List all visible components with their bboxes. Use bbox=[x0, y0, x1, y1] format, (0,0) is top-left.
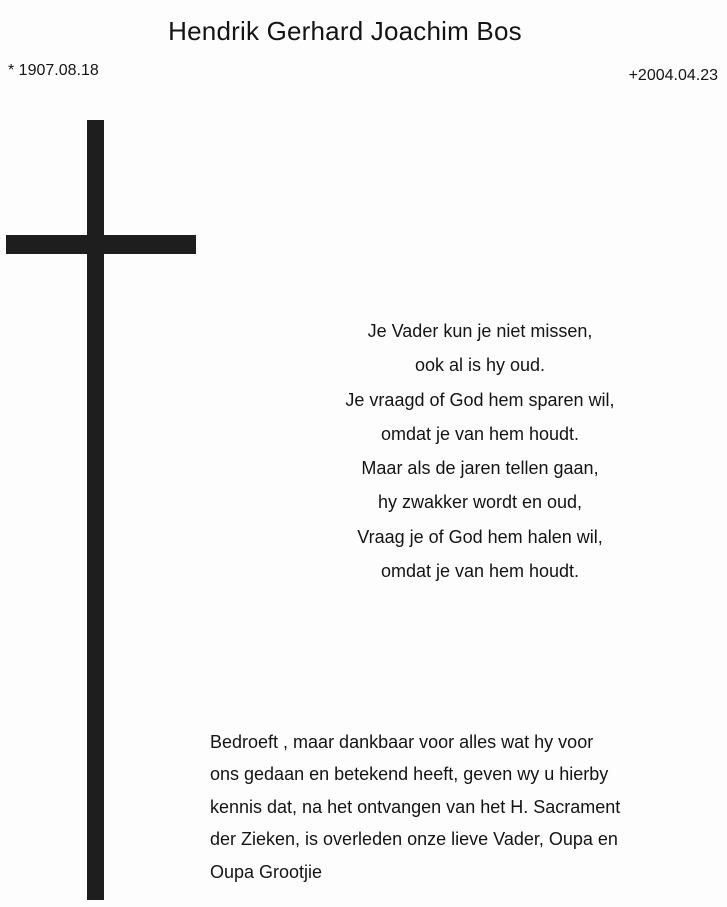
poem-line: Vraag je of God hem halen wil, bbox=[357, 526, 603, 547]
poem-line: omdat je van hem houdt. bbox=[380, 561, 580, 582]
poem-line: ook al is hy oud. bbox=[414, 355, 546, 376]
announcement-line: Bedroeft , maar dankbaar voor alles wat hy voor bbox=[210, 732, 594, 752]
poem-line: Je vraagd of God hem sparen wil, bbox=[345, 389, 615, 410]
poem-line: Maar als de jaren tellen gaan, bbox=[361, 458, 599, 479]
birth-date: * 1907.08.18 bbox=[8, 62, 99, 79]
death-date: +2004.04.23 bbox=[628, 67, 718, 84]
cross-horizontal-beam bbox=[6, 235, 196, 254]
announcement-line: kennis dat, na het ontvangen van het H. Sacrament bbox=[210, 796, 621, 817]
announcement-line: ons gedaan en betekend heeft, geven wy u hierby bbox=[210, 764, 609, 785]
announcement-line: Oupa Grootjie bbox=[210, 861, 323, 882]
death-announcement bbox=[210, 726, 715, 888]
deceased-name: Hendrik Gerhard Joachim Bos bbox=[168, 16, 522, 46]
poem-line: omdat je van hem houdt. bbox=[380, 423, 580, 444]
poem bbox=[300, 314, 660, 588]
announcement-line: der Zieken, is overleden onze lieve Vader, Oupa en bbox=[210, 829, 618, 850]
poem-line: hy zwakker wordt en oud, bbox=[377, 492, 583, 513]
poem-line: Je Vader kun je niet missen, bbox=[367, 321, 593, 341]
